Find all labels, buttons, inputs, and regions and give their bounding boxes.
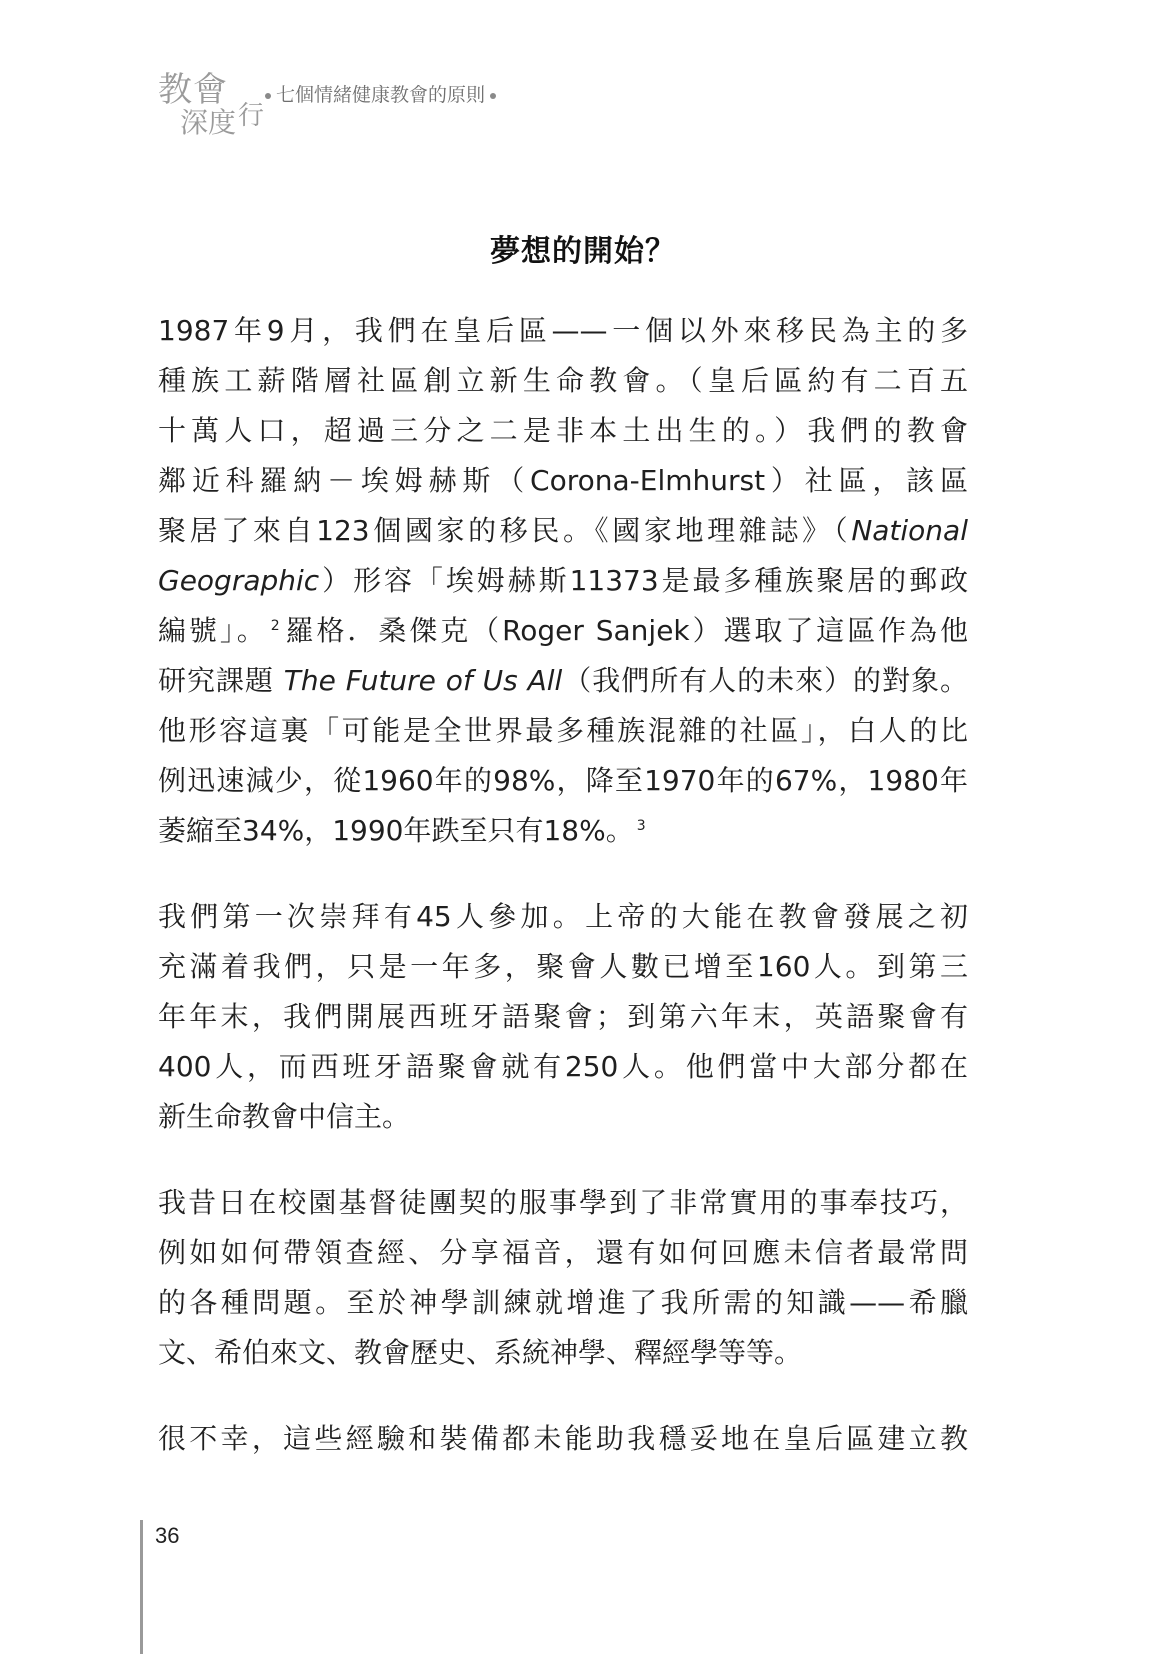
paragraph: [158, 1414, 968, 1464]
footnote-marker: 3: [636, 817, 646, 834]
line-segment: 萎縮至34%，1990年跌至只有18%。: [158, 814, 634, 847]
series-title: [260, 83, 501, 107]
text-line: 例如如何帶領查經、分享福音，還有如何回應未信者最常問: [158, 1236, 968, 1269]
text-line: 1987年9月，我們在皇后區——一個以外來移民為主的多: [158, 314, 968, 347]
line-segment: 編號」。: [158, 614, 268, 647]
bullet-dot-icon: [490, 93, 496, 99]
book-logo: [158, 70, 268, 150]
line-segment: （我們所有人的未來）的對象。: [562, 664, 968, 697]
text-line: 充滿着我們，只是一年多，聚會人數已增至160人。到第三: [158, 950, 968, 983]
page-number: 36: [155, 1523, 180, 1548]
paragraph: [158, 1178, 968, 1378]
paragraph: [158, 892, 968, 1142]
text-line: 的各種問題。至於神學訓練就增進了我所需的知識——希臘: [158, 1286, 968, 1319]
series-title-text: 七個情緒健康教會的原則: [276, 84, 486, 106]
text-line: 400人，而西班牙語聚會就有250人。他們當中大部分都在: [158, 1050, 968, 1083]
text-line: [158, 506, 968, 556]
text-line: [158, 656, 968, 706]
text-line: 十萬人口，超過三分之二是非本土出生的。）我們的教會: [158, 414, 968, 447]
paragraph: [158, 306, 968, 856]
text-line: 新生命教會中信主。: [158, 1100, 411, 1133]
text-line: [158, 556, 968, 606]
text-line: 鄰近科羅納－埃姆赫斯（Corona-Elmhurst）社區，該區: [158, 464, 968, 497]
text-line: 我們第一次崇拜有45人參加。上帝的大能在教會發展之初: [158, 900, 968, 933]
line-segment: 羅格．桑傑克（Roger Sanjek）選取了這區作為他: [282, 614, 968, 647]
page-rule: [140, 1520, 143, 1654]
text-line: 例迅速減少，從1960年的98%，降至1970年的67%，1980年: [158, 764, 968, 797]
bullet-dot-icon: [265, 93, 271, 99]
text-line: [158, 606, 968, 656]
italic-title: Geographic: [158, 564, 320, 597]
section-heading: 夢想的開始？: [490, 234, 676, 269]
logo-line-2: [180, 101, 265, 141]
text-line: 他形容這裏「可能是全世界最多種族混雜的社區」，白人的比: [158, 714, 968, 747]
line-segment: 聚居了來自123個國家的移民。《國家地理雜誌》（: [158, 514, 852, 547]
text-line: [158, 806, 968, 856]
text-line: 年年末，我們開展西班牙語聚會；到第六年末，英語聚會有: [158, 1000, 968, 1033]
logo-line-1: 教會: [158, 70, 228, 110]
logo-line-2-text: 深度: [180, 106, 237, 139]
line-segment: 研究課題: [158, 664, 284, 697]
text-line: 種族工薪階層社區創立新生命教會。（皇后區約有二百五: [158, 364, 968, 397]
footnote-marker: 2: [270, 617, 280, 634]
body-text: [158, 306, 968, 1464]
running-header: [158, 70, 678, 150]
text-line: 文、希伯來文、教會歷史、系統神學、釋經學等等。: [158, 1336, 803, 1369]
text-line: 很不幸，這些經驗和裝備都未能助我穩妥地在皇后區建立教: [158, 1422, 968, 1455]
line-segment: ）形容「埃姆赫斯11373是最多種族聚居的郵政: [319, 564, 968, 597]
text-line: 我昔日在校園基督徒團契的服事學到了非常實用的事奉技巧，: [158, 1186, 968, 1219]
italic-title: National: [851, 514, 968, 547]
logo-line-2-small: 行: [238, 101, 265, 131]
italic-title: The Future of Us All: [283, 664, 563, 697]
